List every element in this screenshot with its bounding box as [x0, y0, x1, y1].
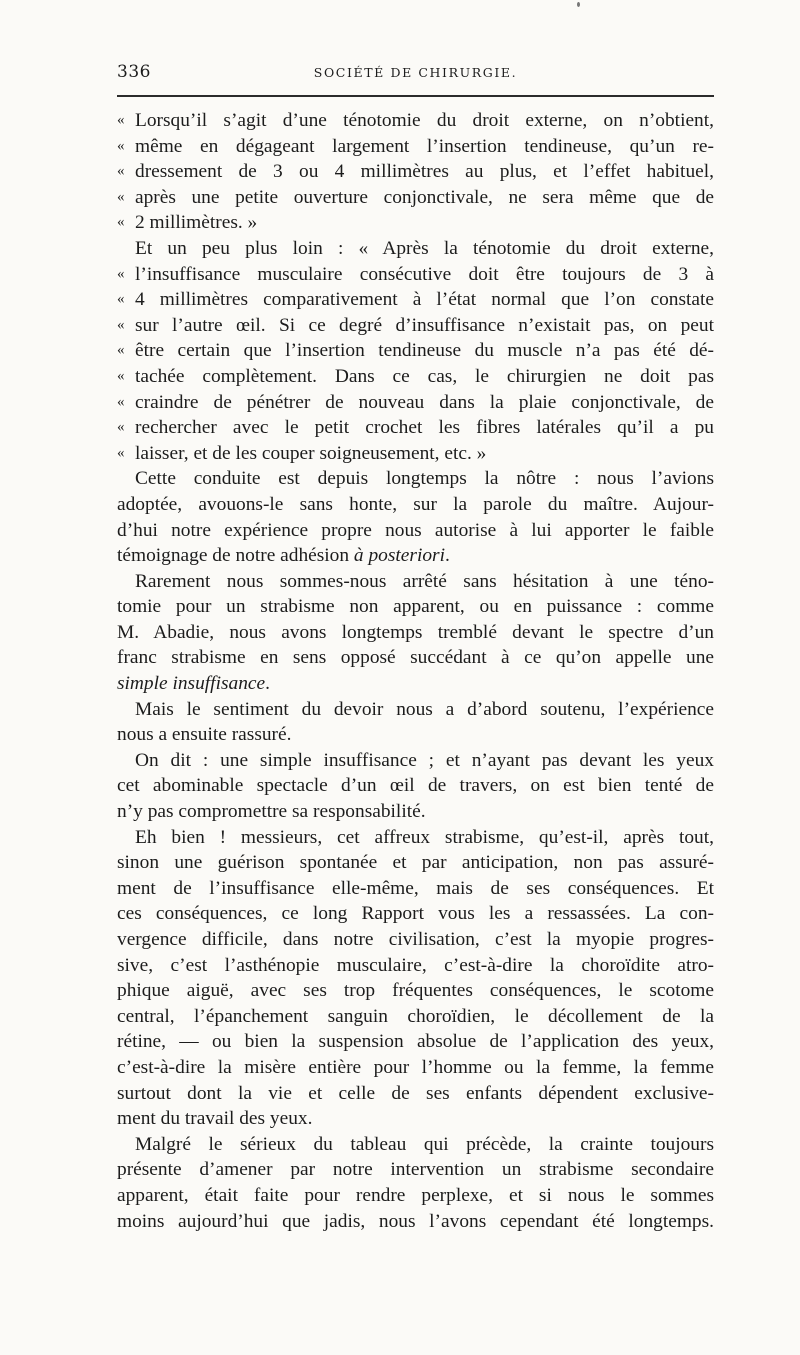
- line-text: [117, 825, 714, 851]
- line-text: [117, 569, 714, 595]
- line-text-segment: ces conséquences, ce long Rapport vous les a ressassées. La con-: [117, 903, 714, 925]
- text-line: [117, 645, 714, 671]
- quote-mark: «: [117, 188, 125, 205]
- line-text-segment: M. Abadie, nous avons longtemps tremblé devant le spectre d’un: [117, 621, 714, 643]
- line-text: [117, 645, 714, 671]
- text-line: [117, 1004, 714, 1030]
- text-line: [117, 1157, 714, 1183]
- line-text-segment: rétine, — ou bien la suspension absolue de l’application des yeux,: [117, 1031, 714, 1053]
- text-line: [117, 210, 714, 236]
- quote-mark: «: [117, 393, 125, 410]
- quote-mark: «: [117, 112, 125, 128]
- line-text-segment: .: [265, 673, 270, 695]
- text-line: [117, 876, 714, 902]
- line-text-segment: central, l’épanchement sanguin choroïdien, le décollement de la: [117, 1005, 714, 1027]
- text-line: [117, 569, 714, 595]
- text-line: [117, 799, 714, 825]
- line-text-segment: sur l’autre œil. Si ce degré d’insuffisance n’existait pas, on peut: [135, 314, 714, 336]
- line-text: [117, 1055, 714, 1081]
- line-text-segment: franc strabisme en sens opposé succédant à ce qu’on appelle une: [117, 647, 714, 669]
- text-line: [117, 1183, 714, 1209]
- line-text-segment: cet abominable spectacle d’un œil de travers, on est bien tenté de: [117, 775, 714, 797]
- line-text-segment: tomie pour un strabisme non apparent, ou en puissance : comme: [117, 596, 714, 618]
- line-text-segment: Et un peu plus loin : « Après la ténotomie du droit externe,: [135, 237, 714, 259]
- text-line: [117, 1055, 714, 1081]
- text-line: [117, 1209, 714, 1235]
- line-text: [117, 773, 714, 799]
- text-line: [117, 620, 714, 646]
- text-line: [117, 1132, 714, 1158]
- text-line: [117, 543, 714, 569]
- text-line: [117, 671, 714, 697]
- text-line: [117, 953, 714, 979]
- text-line: [117, 773, 714, 799]
- header-rule: [117, 95, 714, 97]
- italic-segment: à posteriori: [353, 545, 445, 567]
- line-text: [117, 620, 714, 646]
- text-line: [117, 338, 714, 364]
- line-text-segment: apparent, était faite pour rendre perplexe, et si nous le sommes: [117, 1184, 714, 1206]
- line-text: [117, 697, 714, 723]
- line-text-segment: laisser, et de les couper soigneusement, etc. »: [135, 442, 487, 464]
- quote-mark: «: [117, 214, 125, 231]
- line-text: [117, 390, 714, 416]
- text-line: [117, 850, 714, 876]
- line-text: [117, 518, 714, 544]
- line-text: [117, 901, 714, 927]
- line-text-segment: 2 millimètres. »: [135, 212, 258, 234]
- line-text: [117, 543, 714, 569]
- line-text-segment: être certain que l’insertion tendineuse du muscle n’a pas été dé-: [135, 340, 714, 362]
- line-text-segment: présente d’amener par notre intervention un strabisme secondaire: [117, 1159, 714, 1181]
- quote-mark: «: [117, 342, 125, 359]
- quote-mark: «: [117, 419, 125, 436]
- line-text: [117, 722, 714, 748]
- line-text-segment: Cette conduite est depuis longtemps la nôtre : nous l’avions: [135, 468, 714, 490]
- line-text-segment: dressement de 3 ou 4 millimètres au plus, et l’effet habituel,: [135, 161, 714, 183]
- quote-mark: «: [117, 137, 125, 154]
- text-line: [117, 697, 714, 723]
- line-text-segment: On dit : une simple insuffisance ; et n’ayant pas devant les yeux: [135, 749, 714, 771]
- line-text: [117, 1209, 714, 1235]
- line-text: [117, 313, 714, 339]
- line-text: [117, 1004, 714, 1030]
- text-line: [117, 594, 714, 620]
- line-text-segment: d’hui notre expérience propre nous autorise à lui apporter le faible: [117, 519, 714, 541]
- text-line: [117, 415, 714, 441]
- line-text: [117, 185, 714, 211]
- line-text: [117, 262, 714, 288]
- text-line: [117, 722, 714, 748]
- line-text-segment: n’y pas compromettre sa responsabilité.: [117, 801, 426, 823]
- line-text-segment: témoignage de notre adhésion: [117, 545, 354, 567]
- text-line: [117, 825, 714, 851]
- text-line: [117, 441, 714, 467]
- line-text-segment: sive, c’est l’asthénopie musculaire, c’est-à-dire la choroïdite atro-: [117, 954, 714, 976]
- text-line: [117, 1029, 714, 1055]
- line-text-segment: Malgré le sérieux du tableau qui précède, la crainte toujours: [135, 1133, 714, 1155]
- line-text-segment: sinon une guérison spontanée et par anticipation, non pas assuré-: [117, 852, 714, 874]
- italic-segment: simple insuffisance: [117, 673, 266, 695]
- text-line: [117, 748, 714, 774]
- line-text: [117, 364, 714, 390]
- text-line: [117, 927, 714, 953]
- quote-mark: «: [117, 291, 125, 308]
- text-line: [117, 1081, 714, 1107]
- line-text-segment: adoptée, avouons-le sans honte, sur la parole du maître. Aujour-: [117, 493, 714, 515]
- text-line: [117, 236, 714, 262]
- line-text: [117, 1081, 714, 1107]
- quote-mark: «: [117, 367, 125, 384]
- quote-mark: «: [117, 444, 125, 461]
- line-text: [117, 210, 714, 236]
- running-head: SOCIÉTÉ DE CHIRURGIE.: [313, 65, 518, 80]
- line-text: [117, 927, 714, 953]
- ink-speck: [577, 2, 580, 7]
- text-line: [117, 466, 714, 492]
- line-text: [117, 799, 714, 825]
- line-text: [117, 338, 714, 364]
- line-text: [117, 978, 714, 1004]
- line-text: [117, 441, 714, 467]
- text-line: [117, 134, 714, 160]
- line-text: [117, 287, 714, 313]
- line-text: [117, 594, 714, 620]
- line-text-segment: ment du travail des yeux.: [117, 1108, 313, 1130]
- line-text: [117, 492, 714, 518]
- line-text-segment: vergence difficile, dans notre civilisation, c’est la myopie progres-: [117, 929, 714, 950]
- quote-mark: «: [117, 265, 125, 282]
- line-text-segment: ment de l’insuffisance elle-même, mais de ses conséquences. Et: [117, 877, 714, 899]
- text-line: [117, 901, 714, 927]
- text-line: [117, 159, 714, 185]
- page-number: 336: [117, 62, 151, 82]
- line-text-segment: surtout dont la vie et celle de ses enfants dépendent exclusive-: [117, 1082, 714, 1104]
- line-text: [117, 466, 714, 492]
- line-text: [117, 108, 714, 134]
- line-text: [117, 1106, 714, 1132]
- line-text-segment: rechercher avec le petit crochet les fibres latérales qu’il a pu: [135, 417, 714, 439]
- line-text-segment: Mais le sentiment du devoir nous a d’abord soutenu, l’expérience: [135, 698, 714, 720]
- line-text: [117, 415, 714, 441]
- page-header: [117, 62, 714, 86]
- text-line: [117, 364, 714, 390]
- text-line: [117, 978, 714, 1004]
- line-text: [117, 876, 714, 902]
- line-text: [117, 1183, 714, 1209]
- line-text-segment: même en dégageant largement l’insertion tendineuse, qu’un re-: [135, 135, 714, 157]
- line-text: [117, 1157, 714, 1183]
- line-text: [117, 748, 714, 774]
- text-line: [117, 518, 714, 544]
- line-text: [117, 1132, 714, 1158]
- quote-mark: «: [117, 163, 125, 180]
- quote-mark: «: [117, 316, 125, 333]
- line-text-segment: moins aujourd’hui que jadis, nous l’avons cependant été longtemps.: [117, 1210, 714, 1232]
- body-text: [117, 108, 714, 1234]
- line-text: [117, 850, 714, 876]
- text-line: [117, 185, 714, 211]
- line-text: [117, 671, 714, 697]
- line-text-segment: 4 millimètres comparativement à l’état normal que l’on constate: [135, 289, 714, 311]
- text-line: [117, 262, 714, 288]
- line-text-segment: c’est-à-dire la misère entière pour l’homme ou la femme, la femme: [117, 1056, 714, 1078]
- line-text: [117, 953, 714, 979]
- text-line: [117, 108, 714, 134]
- line-text-segment: craindre de pénétrer de nouveau dans la plaie conjonctivale, de: [135, 391, 714, 413]
- line-text-segment: phique aiguë, avec ses trop fréquentes conséquences, le scotome: [117, 980, 714, 1002]
- line-text: [117, 134, 714, 160]
- line-text-segment: nous a ensuite rassuré.: [117, 724, 292, 746]
- line-text-segment: tachée complètement. Dans ce cas, le chirurgien ne doit pas: [135, 365, 714, 387]
- text-line: [117, 1106, 714, 1132]
- line-text-segment: Eh bien ! messieurs, cet affreux strabisme, qu’est-il, après tout,: [135, 826, 714, 848]
- line-text-segment: .: [444, 545, 450, 567]
- line-text: [117, 159, 714, 185]
- line-text-segment: Rarement nous sommes-nous arrêté sans hésitation à une téno-: [135, 570, 714, 592]
- text-line: [117, 287, 714, 313]
- text-line: [117, 390, 714, 416]
- line-text: [117, 236, 714, 262]
- text-line: [117, 313, 714, 339]
- line-text-segment: l’insuffisance musculaire consécutive doit être toujours de 3 à: [135, 263, 714, 285]
- line-text-segment: Lorsqu’il s’agit d’une ténotomie du droit externe, on n’obtient,: [135, 110, 714, 131]
- line-text-segment: après une petite ouverture conjonctivale, ne sera même que de: [135, 186, 714, 208]
- text-line: [117, 492, 714, 518]
- line-text: [117, 1029, 714, 1055]
